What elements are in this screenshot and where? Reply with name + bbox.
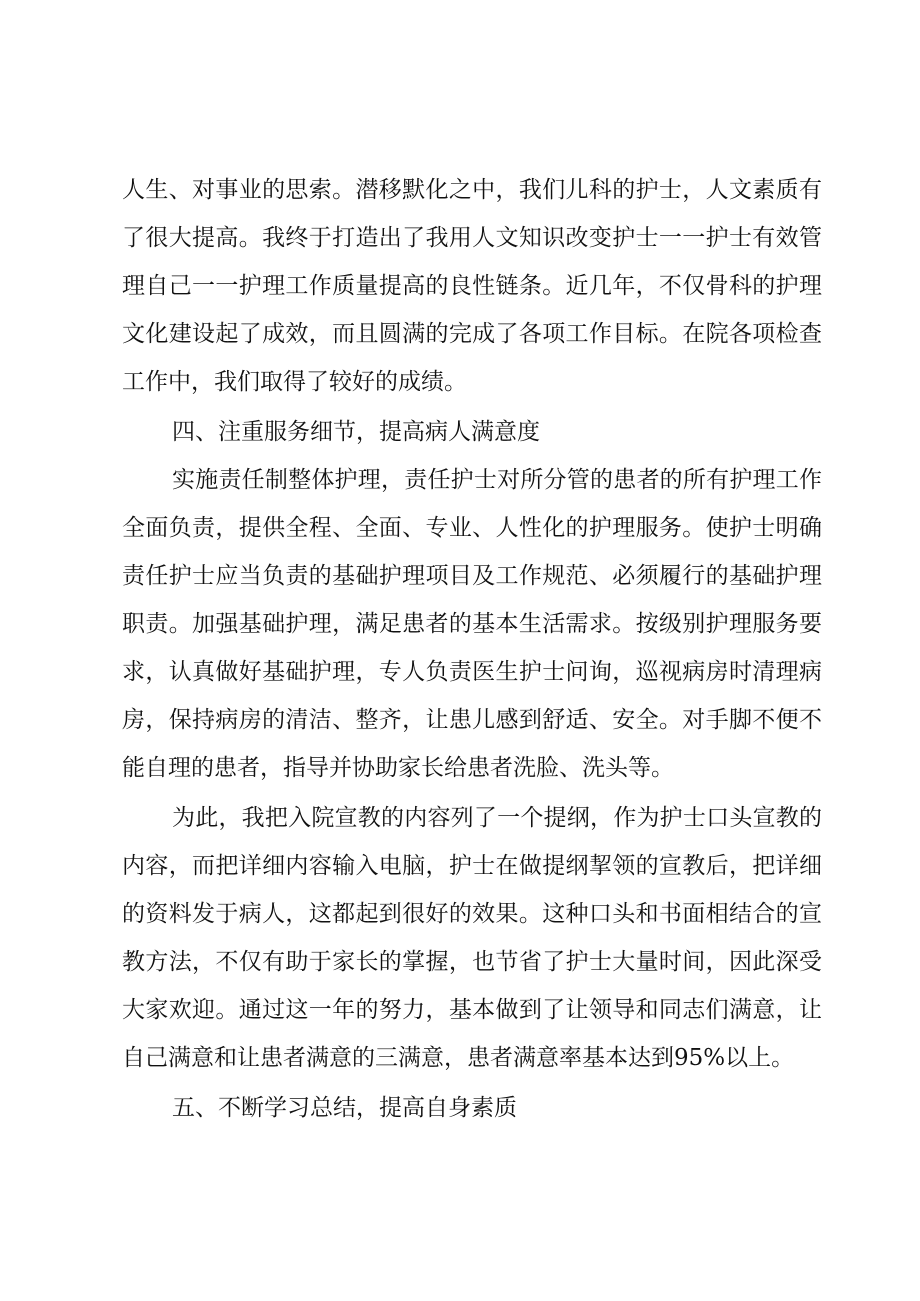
section-heading-4: 四、注重服务细节，提高病人满意度 [172, 419, 540, 445]
text-line: 的资料发于病人，这都起到很好的效果。这种口头和书面相结合的宣 [122, 901, 822, 927]
text-line: 文化建设起了成效，而且圆满的完成了各项工作目标。在院各项检查 [122, 321, 822, 347]
text-line: 房，保持病房的清洁、整齐，让患儿感到舒适、安全。对手脚不便不 [122, 707, 822, 733]
text-line: 求，认真做好基础护理，专人负责医生护士问询，巡视病房时清理病 [122, 659, 822, 685]
text-line: 大家欢迎。通过这一年的努力，基本做到了让领导和同志们满意，让 [122, 997, 822, 1023]
text-line: 为此，我把入院宣教的内容列了一个提纲，作为护士口头宣教的 [172, 805, 822, 831]
text-line: 内容，而把详细内容输入电脑，护士在做提纲挈领的宣教后，把详细 [122, 853, 822, 879]
text-line: 责任护士应当负责的基础护理项目及工作规范、必须履行的基础护理 [122, 563, 822, 589]
text-line: 工作中，我们取得了较好的成绩。 [122, 369, 467, 395]
text-line: 了很大提高。我终于打造出了我用人文知识改变护士一一护士有效管 [122, 225, 822, 251]
text-line: 全面负责，提供全程、全面、专业、人性化的护理服务。使护士明确 [122, 515, 822, 541]
text-line: 人生、对事业的思索。潜移默化之中，我们儿科的护士，人文素质有 [122, 177, 822, 203]
text-line: 自己满意和让患者满意的三满意，患者满意率基本达到95%以上。 [122, 1045, 795, 1071]
text-line: 教方法，不仅有助于家长的掌握，也节省了护士大量时间，因此深受 [122, 949, 822, 975]
text-line: 理自己一一护理工作质量提高的良性链条。近几年，不仅骨科的护理 [122, 273, 822, 299]
text-line: 能自理的患者，指导并协助家长给患者洗脸、洗头等。 [122, 755, 674, 781]
section-heading-5: 五、不断学习总结，提高自身素质 [172, 1095, 517, 1121]
text-line: 实施责任制整体护理，责任护士对所分管的患者的所有护理工作 [172, 467, 822, 493]
text-line: 职责。加强基础护理，满足患者的基本生活需求。按级别护理服务要 [122, 611, 822, 637]
